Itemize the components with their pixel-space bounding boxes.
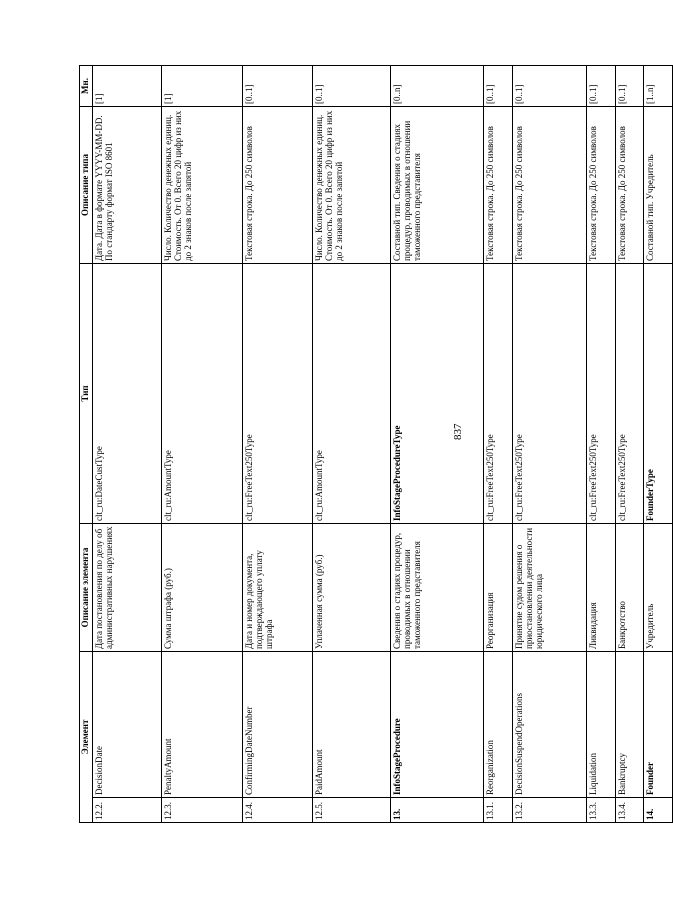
row-element: PenaltyAmount: [162, 651, 243, 797]
row-multiplicity: [1]: [162, 65, 243, 106]
rotated-table-wrapper: [79, 66, 673, 823]
row-type: clt_ru:FreeText250Type: [513, 263, 587, 523]
row-number: 13.2.: [513, 798, 587, 823]
row-multiplicity: [0..1]: [243, 65, 312, 106]
table-row: [513, 65, 587, 822]
row-type-description: Текстовая строка. До 250 символов: [615, 106, 644, 263]
row-type: clt_ru:FreeText250Type: [615, 263, 644, 523]
row-element: Liquidation: [587, 651, 616, 797]
row-type: clt_ru:AmountType: [162, 263, 243, 523]
row-number: 13.: [391, 798, 484, 823]
row-type-description: Число. Количество денежных единиц. Стоимость. От 0. Всего 20 цифр из них до 2 знаков после запятой: [162, 106, 243, 263]
row-number: 12.5.: [312, 798, 391, 823]
row-element-description: Уплаченная сумма (руб.): [312, 523, 391, 651]
row-number: 13.3.: [587, 798, 616, 823]
row-type-description: Текстовая строка. До 250 символов: [484, 106, 513, 263]
row-number: 13.4.: [615, 798, 644, 823]
row-number: 12.3.: [162, 798, 243, 823]
row-element: DecisionDate: [93, 651, 162, 797]
table-row: [243, 65, 312, 822]
row-element: Reorganization: [484, 651, 513, 797]
row-number: 12.2.: [93, 798, 162, 823]
row-element-description: Дата постановления по делу об административных нарушениях: [93, 523, 162, 651]
row-element: ConfirmingDateNumber: [243, 651, 312, 797]
header-multiplicity: Мн.: [80, 65, 93, 106]
header-element-description: Описание элемента: [80, 523, 93, 651]
spec-table: [79, 65, 673, 823]
row-element: InfoStageProcedure: [391, 651, 484, 797]
row-multiplicity: [1..n]: [644, 65, 673, 106]
row-element-description: Учредитель: [644, 523, 673, 651]
row-element-description: Сведения о стадиях процедур, проводимых в отношении таможенного представителя: [391, 523, 484, 651]
row-element-description: Реорганизация: [484, 523, 513, 651]
row-multiplicity: [1]: [93, 65, 162, 106]
row-element-description: Дата и номер документа, подтверждающего уплату штрафа: [243, 523, 312, 651]
row-type: FounderType: [644, 263, 673, 523]
page-number: 837: [452, 423, 464, 440]
row-type: InfoStageProcedureType: [391, 263, 484, 523]
row-multiplicity: [0..1]: [513, 65, 587, 106]
table-row: [93, 65, 162, 822]
table-row: [162, 65, 243, 822]
row-multiplicity: [0..1]: [484, 65, 513, 106]
table-row: [644, 65, 673, 822]
table-row: [484, 65, 513, 822]
row-number: 12.4.: [243, 798, 312, 823]
header-element: Элемент: [80, 651, 93, 822]
row-type-description: Составной тип. Сведения о стадиях процедур, проводимых в отношении таможенного представителя: [391, 106, 484, 263]
row-multiplicity: [0..1]: [615, 65, 644, 106]
row-element: PaidAmount: [312, 651, 391, 797]
table-row: [391, 65, 484, 822]
row-element: Bankruptcy: [615, 651, 644, 797]
row-number: 13.1.: [484, 798, 513, 823]
row-type: clt_ru:DateCustType: [93, 263, 162, 523]
row-type-description: Число. Количество денежных единиц. Стоимость. От 0. Всего 20 цифр из них до 2 знаков после запятой: [312, 106, 391, 263]
row-type: clt_ru:FreeText250Type: [243, 263, 312, 523]
header-type-description: Описание типа: [80, 106, 93, 263]
row-type-description: Дата. Дата в формате YYYY-MM-DD. По стандарту формат ISO 8601: [93, 106, 162, 263]
table-body: [93, 65, 673, 822]
row-type: clt_ru:FreeText250Type: [484, 263, 513, 523]
row-multiplicity: [0..1]: [312, 65, 391, 106]
header-type: Тип: [80, 263, 93, 523]
row-type: clt_ru:FreeText250Type: [587, 263, 616, 523]
row-element-description: Банкротство: [615, 523, 644, 651]
row-multiplicity: [0..n]: [391, 65, 484, 106]
table-header-row: [80, 65, 93, 822]
table-row: [615, 65, 644, 822]
row-number: 14.: [644, 798, 673, 823]
row-type: clt_ru:AmountType: [312, 263, 391, 523]
row-type-description: Текстовая строка. До 250 символов: [587, 106, 616, 263]
row-element: Founder: [644, 651, 673, 797]
table-row: [312, 65, 391, 822]
row-type-description: Текстовая строка. До 250 символов: [513, 106, 587, 263]
row-multiplicity: [0..1]: [587, 65, 616, 106]
row-type-description: Текстовая строка. До 250 символов: [243, 106, 312, 263]
row-element-description: Принятие судом решения о приостановлении деятельности юридического лица: [513, 523, 587, 651]
table-row: [587, 65, 616, 822]
row-element-description: Сумма штрафа (руб.): [162, 523, 243, 651]
row-element: DecisionSuspendOperations: [513, 651, 587, 797]
row-type-description: Составной тип. Учредитель: [644, 106, 673, 263]
row-element-description: Ликвидация: [587, 523, 616, 651]
